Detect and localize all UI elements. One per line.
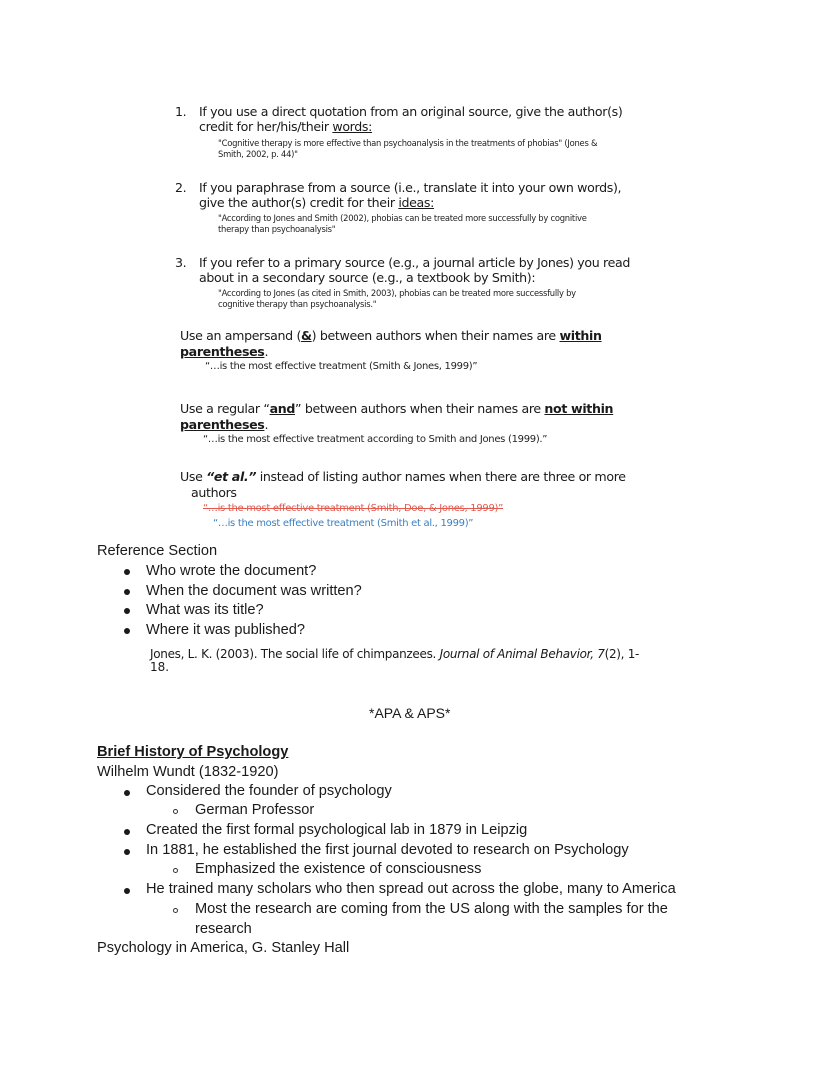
rule-text: credit for her/his/their [199, 119, 333, 134]
rule-emphasis: words: [332, 119, 373, 134]
rule-emphasis: parentheses [180, 417, 265, 432]
ampersand-symbol: & [301, 328, 312, 343]
rule-emphasis: parentheses [180, 344, 265, 359]
bullet-icon [124, 569, 130, 575]
sub-bullet-icon [173, 868, 178, 873]
and-example: “…is the most effective treatment according to Smith and Jones (1999).” [203, 434, 548, 445]
example-quote-line2: Smith, 2002, p. 44)" [218, 149, 298, 159]
bullet-icon [124, 790, 130, 796]
example-quote-line1: "According to Jones (as cited in Smith, 2003), phobias can be treated more successfully by [218, 288, 576, 298]
reference-section-heading: Reference Section [97, 543, 218, 559]
sub-list-item-continuation: research [195, 921, 252, 937]
and-rule-line1 [180, 401, 613, 417]
etal-term: “et al.” [206, 469, 257, 484]
list-item: When the document was written? [146, 583, 362, 599]
rule-text: give the author(s) credit for their [199, 195, 399, 210]
rule-text-line1: If you use a direct quotation from an original source, give the author(s) [199, 104, 623, 119]
list-item: He trained many scholars who then spread out across the globe, many to America [146, 881, 676, 897]
rule-emphasis: not within [544, 401, 614, 416]
example-quote-line1: "Cognitive therapy is more effective than psychoanalysis in the treatments of phobias" (Jones & [218, 138, 598, 148]
etal-rule-line2: authors [191, 485, 237, 500]
rule-text: Use an ampersand ( [180, 328, 302, 343]
list-item: Created the first formal psychological lab in 1879 in Leipzig [146, 822, 528, 838]
ampersand-example: “…is the most effective treatment (Smith & Jones, 1999)” [205, 361, 478, 372]
rule-text-line1: If you paraphrase from a source (i.e., translate it into your own words), [199, 180, 622, 195]
example-quote-line2: cognitive therapy than psychoanalysis." [218, 299, 377, 309]
list-item: Who wrote the document? [146, 563, 317, 579]
rule-text-line2 [199, 270, 535, 286]
reference-text: Jones, L. K. (2003). The social life of chimpanzees. [150, 647, 440, 661]
bullet-icon [124, 829, 130, 835]
bullet-icon [124, 849, 130, 855]
rule-emphasis: ideas: [398, 195, 435, 210]
rule-text: . [264, 344, 269, 359]
example-quote-line2: therapy than psychoanalysis" [218, 224, 336, 234]
list-item: Where it was published? [146, 622, 305, 638]
and-rule-line2 [180, 417, 268, 433]
sub-bullet-icon [173, 809, 178, 814]
sub-bullet-icon [173, 908, 178, 913]
rule-text: . [264, 417, 269, 432]
rule-number: 3. [175, 255, 187, 270]
rule-text: instead of listing author names when there are three or more [256, 469, 626, 484]
history-closing: Psychology in America, G. Stanley Hall [97, 940, 350, 956]
bullet-icon [124, 589, 130, 595]
rule-number: 2. [175, 180, 187, 195]
rule-text: Use a regular “ [180, 401, 270, 416]
ampersand-rule-line1 [180, 328, 602, 344]
rule-text: ” between authors when their names are [295, 401, 545, 416]
rule-text-line2 [199, 119, 372, 135]
sub-list-item: German Professor [195, 802, 315, 818]
list-item: In 1881, he established the first journal devoted to research on Psychology [146, 842, 629, 858]
rule-text-line2 [199, 195, 434, 211]
apa-aps-note: *APA & APS* [369, 705, 451, 721]
rule-emphasis: within [559, 328, 602, 343]
rule-number: 1. [175, 104, 187, 119]
example-quote-line1: "According to Jones and Smith (2002), phobias can be treated more successfully by cognitive [218, 213, 587, 223]
list-item: What was its title? [146, 602, 264, 618]
etal-wrong-example: “…is the most effective treatment (Smith, Doe, & Jones, 1999)” [203, 503, 503, 514]
reference-text: (2), 1- [604, 647, 640, 661]
history-heading: Brief History of Psychology [97, 744, 289, 760]
bullet-icon [124, 888, 130, 894]
rule-text: about in a secondary source (e.g., a textbook by Smith): [199, 270, 536, 285]
reference-example-line2: 18. [150, 660, 170, 674]
list-item: Considered the founder of psychology [146, 783, 392, 799]
etal-rule-line1 [180, 469, 626, 485]
reference-example-line1 [150, 647, 639, 661]
rule-text-line1: If you refer to a primary source (e.g., a journal article by Jones) you read [199, 255, 631, 270]
ampersand-rule-line2 [180, 344, 268, 360]
etal-correct-example: “…is the most effective treatment (Smith et al., 1999)” [213, 518, 474, 529]
sub-list-item: Most the research are coming from the US along with the samples for the [195, 901, 668, 917]
bullet-icon [124, 608, 130, 614]
history-person: Wilhelm Wundt (1832-1920) [97, 764, 279, 780]
rule-text: ) between authors when their names are [311, 328, 560, 343]
journal-name: Journal of Animal Behavior, 7 [439, 647, 605, 661]
rule-text: Use [180, 469, 207, 484]
and-word: and [269, 401, 295, 416]
sub-list-item: Emphasized the existence of consciousness [195, 861, 482, 877]
bullet-icon [124, 628, 130, 634]
